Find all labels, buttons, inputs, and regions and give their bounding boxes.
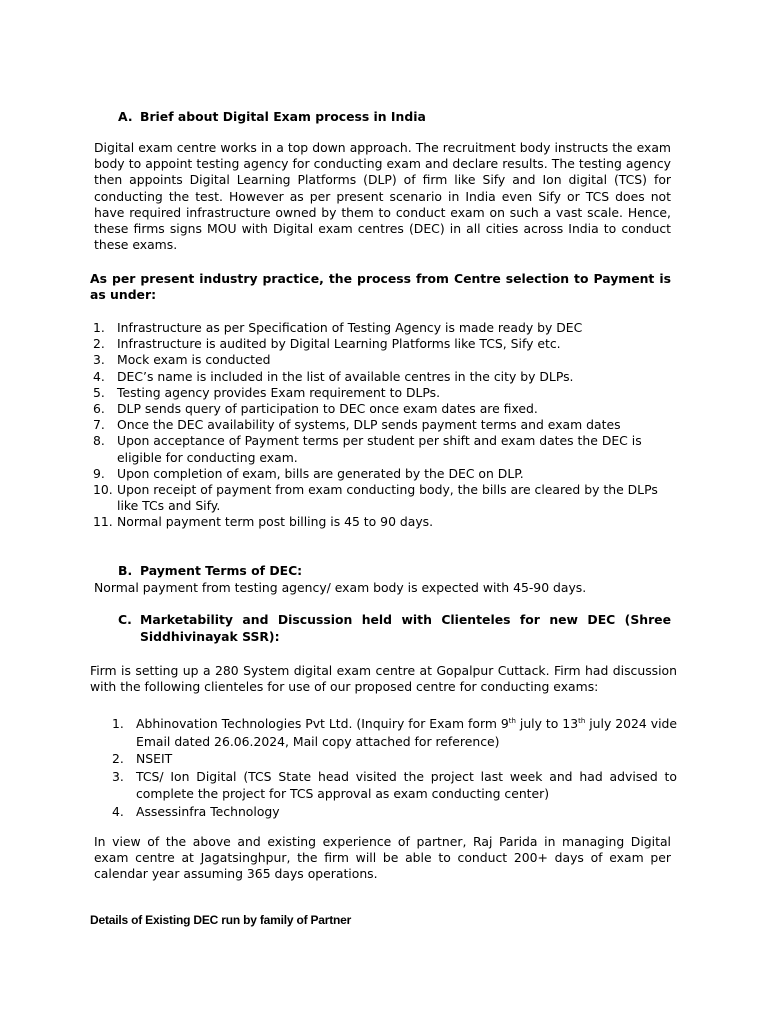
list-item [93,336,673,352]
list-text: DEC’s name is included in the list of available centres in the city by DLPs. [117,368,574,384]
list-number: 10. [93,482,113,498]
list-text: Upon acceptance of Payment terms per student per shift and exam dates the DEC is eligible for conducting exam. [117,433,642,465]
list-text: Upon completion of exam, bills are generated by the DEC on DLP. [117,465,524,481]
list-number: 8. [93,433,105,449]
list-number: 3. [93,352,105,368]
section-a-paragraph: Digital exam centre works in a top down approach. The recruitment body instructs the exam body to appoint testing agency for conducting exam and declare results. The testing agency then appoints Digital Learning Platforms (DLP) of firm like Sify and Ion digital (TCS) for conducting the test. However as per present scenario in India even Sify or TCS does not have required infrastructure owned by them to conduct exam on such a vast scale. Hence, these firms signs MOU with Digital exam centres (DEC) in all cities across India to conduct these exams. [94,140,671,253]
section-a-title: Brief about Digital Exam process in India [140,109,426,124]
list-number: 5. [93,384,105,400]
section-c-intro: Firm is setting up a 280 System digital exam centre at Gopalpur Cuttack. Firm had discussion with the following clienteles for use of our proposed centre for conducting exams: [90,663,677,695]
clients-list [112,715,677,821]
list-number: 4. [112,803,124,819]
list-item [93,385,673,401]
list-item [93,320,673,336]
list-text: Upon receipt of payment from exam conducting body, the bills are cleared by the DLPs like TCs and Sify. [117,482,658,514]
section-c-title-line2: Siddhivinayak SSR): [140,628,280,644]
section-a-heading [118,109,426,124]
list-number: 7. [93,417,105,433]
list-item [112,715,677,750]
list-item [112,750,677,768]
section-a-marker: A. [118,109,133,124]
list-text: DLP sends query of participation to DEC once exam dates are fixed. [117,401,538,417]
list-number: 2. [112,751,124,767]
list-text: Once the DEC availability of systems, DLP sends payment terms and exam dates [117,417,621,433]
section-b-text: Normal payment from testing agency/ exam body is expected with 45-90 days. [94,580,587,595]
process-steps-list [93,320,673,531]
section-b-marker: B. [118,563,133,578]
list-text: Infrastructure as per Specification of Testing Agency is made ready by DEC [117,320,583,335]
list-item [93,482,673,514]
list-number: 1. [112,716,124,731]
list-item [93,514,673,530]
list-item [112,768,677,803]
list-item [93,433,673,465]
section-c-title-line1: Marketability and Discussion held with Clienteles for new DEC (Shree [140,612,671,627]
industry-practice-heading: As per present industry practice, the process from Centre selection to Payment is as under: [90,271,671,303]
section-c-heading [118,612,671,645]
details-heading: Details of Existing DEC run by family of Partner [90,913,352,927]
section-c-marker: C. [118,612,132,627]
section-b-heading [118,563,302,578]
list-item [93,401,673,417]
list-number: 1. [93,320,105,335]
client-3-text: TCS/ Ion Digital (TCS State head visited the project last week and had advised to complete the project for TCS approval as exam conducting center) [136,768,677,802]
list-text: Mock exam is conducted [117,352,271,368]
list-item [93,369,673,385]
list-number: 9. [93,465,105,481]
section-b-title: Payment Terms of DEC: [140,563,303,578]
list-text: Normal payment term post billing is 45 to 90 days. [117,514,434,530]
list-number: 11. [93,514,113,530]
client-2-text: NSEIT [136,751,173,767]
list-item [93,352,673,368]
list-number: 4. [93,368,105,384]
list-item [112,803,677,821]
list-text: Infrastructure is audited by Digital Learning Platforms like TCS, Sify etc. [117,336,561,352]
section-c-closing: In view of the above and existing experience of partner, Raj Parida in managing Digital exam centre at Jagatsinghpur, the firm will be able to conduct 200+ days of exam per calendar year assuming 365 days operations. [94,834,671,882]
list-number: 2. [93,336,105,352]
client-1-text: Abhinovation Technologies Pvt Ltd. (Inquiry for Exam form 9th july to 13th july 2024 vide Email dated 26.06.2024, Mail copy attached for reference) [136,716,677,749]
client-4-text: Assessinfra Technology [136,803,280,819]
list-item [93,466,673,482]
list-text: Testing agency provides Exam requirement to DLPs. [117,384,441,400]
list-number: 6. [93,401,105,417]
list-item [93,417,673,433]
list-number: 3. [112,768,124,784]
